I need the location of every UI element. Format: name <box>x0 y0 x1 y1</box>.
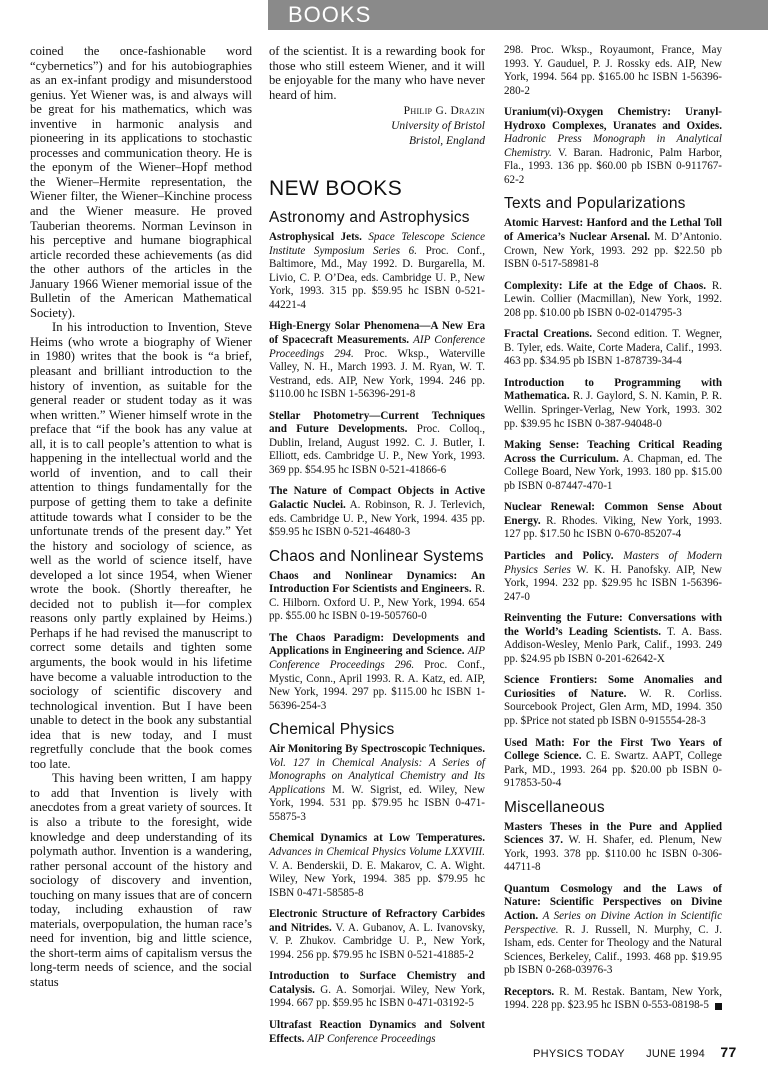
page-footer <box>533 1044 737 1060</box>
book-title: Chemical Dynamics at Low Temperatures. <box>269 832 485 845</box>
book-title: Particles and Policy. <box>504 549 614 562</box>
book-entry <box>504 377 722 431</box>
book-series: Advances in Chemical Physics Volume LXXVIII. <box>269 845 485 858</box>
book-title: Atomic Harvest: Hanford and the Lethal Toll of America’s Nuclear Arsenal. <box>504 217 722 244</box>
book-title: Reinventing the Future: Conversations with the World’s Leading Scientists. <box>504 612 722 638</box>
book-title: Ultrafast Reaction Dynamics and Solvent Effects. <box>269 1018 485 1045</box>
book-entry <box>504 612 722 666</box>
book-title: Used Math: For the First Two Years of College Science. <box>504 736 722 763</box>
book-entry <box>269 743 485 824</box>
book-details: Proc. Conf., Baltimore, Md., May 1992. D. Burgarella, M. Livio, C. P. O’Dea, eds. Cambridge U. P., New York, 1993. 315 pp. $59.95 hc ISBN 0-521-44221-4 <box>269 244 485 311</box>
review-paragraph: In his introduction to Invention, Steve Heims (who wrote a biography of Wiener in 1980) writes that the book is “a brief, pleasant and brilliant introduction to the history of invention, as suitable for the general reader or student today as it was when written.” Wiener himself wrote in the preface that “if the book has any value at all, it is to call people’s attention to what is happening in the intellectual world and the world of invention, and to call their attention to things fundamentally for the purpose of getting them to take a definite attitude towards what I consider to be the unfortunate trends of the present day.” Yet the history and sociology of science, as well as the world of science itself, have developed a lot since 1954, when Wiener wrote the book. (Shortly thereafter, he decided not to publish it—for complex reasons only partly explained by Heims.) Perhaps if he had revised the manuscript to correct some details and tighten some arguments, the book would in his lifetime have become a valuable introduction to the sociology of scientific discovery and technological invention. But I have been unable to detect in the book any substantial idea that is new today, and I must regretfully conclude that the book comes too late. <box>30 320 252 771</box>
end-of-article-mark <box>715 1003 722 1010</box>
book-entry <box>504 550 722 604</box>
book-list <box>269 231 485 539</box>
book-details: W. K. H. Panofsky. AIP, New York, 1994. 232 pp. $29.95 hc ISBN 1-56396-247-0 <box>504 563 723 603</box>
book-entry <box>269 231 485 312</box>
book-title: Quantum Cosmology and the Laws of Nature: Scientific Perspectives on Divine Action. <box>504 882 722 922</box>
book-details: M. W. Sigrist, ed. Wiley, New York, 1994. 531 pp. $79.95 hc ISBN 0-471-55875-3 <box>269 783 485 823</box>
book-details: V. Baran. Hadronic, Palm Harbor, Fla., 1993. 136 pp. $60.00 pb ISBN 0-911767-62-2 <box>504 146 722 186</box>
book-details: Proc. Conf., Mystic, Conn., April 1993. R. A. Katz, ed. AIP, New York, 1994. 297 pp. $115.00 hc ISBN 1-56396-254-3 <box>269 658 485 712</box>
book-series: Hadronic Press Monograph in Analytical Chemistry. <box>504 133 722 159</box>
book-details: R. J. Gaylord, S. N. Kamin, P. R. Wellin. Springer-Verlag, New York, 1993. 302 pp. $39.95 hc ISBN 0-387-94048-0 <box>504 390 723 430</box>
book-title: Stellar Photometry—Current Techniques and Future Developments. <box>269 409 485 436</box>
book-entry <box>504 821 722 875</box>
book-details: G. A. Somorjai. Wiley, New York, 1994. 667 pp. $59.95 hc ISBN 0-471-03192-5 <box>269 983 485 1010</box>
book-entry <box>269 970 485 1011</box>
book-entry <box>504 439 722 493</box>
book-details: R. Rhodes. Viking, New York, 1993. 127 pp. $17.50 hc ISBN 0-670-85207-4 <box>504 514 722 541</box>
magazine-name: PHYSICS TODAY <box>533 1048 625 1060</box>
book-details: V. A. Benderskii, D. E. Makarov, C. A. Wight. Wiley, New York, 1994. 385 pp. $79.95 hc ISBN 0-471-58585-8 <box>269 859 485 899</box>
book-entry <box>504 986 722 1013</box>
category-heading: Texts and Popularizations <box>504 195 686 213</box>
book-series: Masters of Modern Physics Series <box>504 549 723 576</box>
book-series: A Series on Divine Action in Scientific Perspective. <box>504 909 723 936</box>
book-details: W. R. Corliss. Sourcebook Project, Glen Arm, MD, 1994. 350 pp. $Price not stated pb ISBN 0-915554-28-3 <box>504 687 722 727</box>
reviewer-location: Bristol, England <box>408 135 485 148</box>
column-left <box>30 44 252 990</box>
book-details: Proc. Colloq., Dublin, Ireland, August 1992. C. J. Butler, I. Elliott, eds. Cambridge U. P., New York, 1993. 369 pp. $54.95 hc ISBN 0-521-41866-6 <box>269 423 486 476</box>
book-series: Space Telescope Science Institute Symposium Series 6. <box>269 231 486 257</box>
reviewer-name: Philip G. Drazin <box>403 105 485 118</box>
book-title: Making Sense: Teaching Critical Reading Across the Curriculum. <box>504 439 722 465</box>
book-entry <box>269 485 485 539</box>
book-details: A. Robinson, R. J. Terlevich, eds. Cambridge U. P., New York, 1994. 435 pp. $59.95 hc ISBN 0-521-46480-3 <box>269 499 485 539</box>
book-details: C. E. Swartz. AAPT, College Park, MD., 1993. 264 pp. $20.00 pb ISBN 0-917853-50-4 <box>504 750 722 790</box>
book-details: A. Chapman, ed. The College Board, New York, 1993. 180 pp. $15.00 pb ISBN 0-87447-470-1 <box>504 452 722 492</box>
category-heading: Astronomy and Astrophysics <box>269 209 470 227</box>
book-list <box>504 217 722 790</box>
book-title: Chaos and Nonlinear Dynamics: An Introduction For Scientists and Engineers. <box>269 569 485 596</box>
book-series: AIP Conference Proceedings 296. <box>269 645 485 671</box>
book-entry <box>504 106 722 187</box>
review-paragraph: of the scientist. It is a rewarding book for those who still esteem Wiener, and it will be enjoyable for the many who have never heard of him. <box>269 44 485 102</box>
book-details: Proc. Wksp., Waterville Valley, N. H., March 1993. J. M. Ryan, W. T. Vestrand, eds. AIP, New York, 1994. 246 pp. $110.00 hc ISBN 1-56396-291-8 <box>269 347 485 401</box>
book-entry <box>504 737 722 791</box>
book-entry <box>504 280 722 321</box>
book-entry <box>269 320 485 401</box>
issue-date: JUNE 1994 <box>646 1048 706 1060</box>
book-title: Science Frontiers: Some Anomalies and Curiosities of Nature. <box>504 674 722 700</box>
book-details: Second edition. T. Wegner, B. Tyler, eds. Waite, Corte Madera, Calif., 1993. 463 pp. $34.95 pb ISBN 1-878739-34-4 <box>504 328 723 368</box>
book-list <box>504 821 722 1013</box>
category-heading: Chaos and Nonlinear Systems <box>269 547 484 565</box>
book-title: Masters Theses in the Pure and Applied Sciences 37. <box>504 820 722 847</box>
book-list <box>269 570 485 713</box>
book-details: W. H. Shafer, ed. Plenum, New York, 1993. 378 pp. $110.00 hc ISBN 0-306-44711-8 <box>504 834 723 874</box>
book-series: AIP Conference Proceedings 294. <box>269 334 485 360</box>
book-entry <box>269 908 485 962</box>
book-title: The Chaos Paradigm: Developments and Applications in Engineering and Science. <box>269 631 485 658</box>
section-banner: BOOKS <box>268 0 768 30</box>
book-title: Receptors. <box>504 985 555 998</box>
book-entry-continued <box>504 44 722 98</box>
book-entry <box>504 501 722 542</box>
book-details: R. Lewin. Collier (Macmillan), New York, 1992. 208 pp. $10.00 pb ISBN 0-02-014795-3 <box>504 279 722 319</box>
book-title: Introduction to Surface Chemistry and Catalysis. <box>269 970 485 996</box>
book-entry <box>504 217 722 271</box>
book-details: T. A. Bass. Addison-Wesley, Menlo Park, Calif., 1993. 249 pp. $24.95 pb ISBN 0-201-62642-X <box>504 625 722 665</box>
book-title: Introduction to Programming with Mathematica. <box>504 376 722 403</box>
book-title: Air Monitoring By Spectroscopic Techniques. <box>269 743 485 756</box>
column-right <box>504 44 722 1021</box>
book-title: Electronic Structure of Refractory Carbides and Nitrides. <box>269 908 485 934</box>
book-entry <box>269 570 485 624</box>
category-heading: Miscellaneous <box>504 798 605 816</box>
category-heading: Chemical Physics <box>269 721 395 739</box>
book-details: R. J. Russell, N. Murphy, C. J. Isham, eds. Center for Theology and the Natural Sciences, Berkeley, Calif., 1993. 468 pp. $19.95 pb ISBN 0-268-03976-3 <box>504 923 722 977</box>
book-series: Vol. 127 in Chemical Analysis: A Series of Monographs on Analytical Chemistry and Its Applications <box>269 756 485 796</box>
book-details: R. M. Restak. Bantam, New York, 1994. 228 pp. $23.95 hc ISBN 0-553-08198-5 <box>504 985 722 1012</box>
book-details: R. C. Hilborn. Oxford U. P., New York, 1994. 654 pp. $55.00 hc ISBN 0-19-505760-0 <box>269 583 485 623</box>
book-title: Complexity: Life at the Edge of Chaos. <box>504 279 707 292</box>
book-entry <box>504 883 722 978</box>
book-entry <box>504 674 722 728</box>
reviewer-signature <box>269 104 485 149</box>
book-entry <box>269 832 485 900</box>
review-paragraph: coined the once-fashionable word “cybernetics”) and for his autobiographies as an ex-infant prodigy and misunderstood genius. Yet Wiener was, is and always will be great for his mathematics, which was inventive in harmonic analysis and pioneering in its applications to stochastic processes and communication theory. He is the eponym of the Wiener–Hopf method the Wiener–Hermite representation, the Wiener filter, the Wiener–Kinchine process and the Wiener measure. He proved Tauberian theorems. Norman Levinson in his perceptive and humane biographical article recorded these achievements (as did the other authors of the articles in the January 1966 Wiener memorial issue of the Bulletin of the American Mathematical Society). <box>30 44 252 320</box>
book-entry <box>269 632 485 713</box>
book-entry <box>504 328 722 369</box>
book-details: V. A. Gubanov, A. L. Ivanovsky, V. P. Zhukov. Cambridge U. P., New York, 1994. 256 pp. $79.95 hc ISBN 0-521-41885-2 <box>269 921 486 961</box>
book-entry <box>269 1019 485 1046</box>
book-title: Uranium(vi)-Oxygen Chemistry: Uranyl-Hydroxo Complexes, Uranates and Oxides. <box>504 106 722 132</box>
book-details: Proc. Wksp., Royaumont, France, May 1993. Y. Gauduel, P. J. Rossky eds. AIP, New York, 1994. 564 pp. $165.00 hc ISBN 1-56396-280-2 <box>504 44 722 97</box>
reviewer-affiliation: University of Bristol <box>391 120 485 133</box>
book-list <box>269 743 485 1046</box>
book-title: Fractal Creations. <box>504 328 593 341</box>
book-details: M. D’Antonio. Crown, New York, 1993. 292 pp. $22.50 pb ISBN 0-517-58981-8 <box>504 231 722 271</box>
book-title: The Nature of Compact Objects in Active Galactic Nuclei. <box>269 485 485 512</box>
column-middle <box>269 44 485 1054</box>
review-paragraph: This having been written, I am happy to add that Invention is lively with anecdotes from a great variety of sources. It is also a tribute to the foresight, wide knowledge and deep understanding of its polymath author. Invention is a wandering, rather personal account of the history and sociology of discovery and invention, touching on many issues that are of concern today, including exhaustion of raw materials, overpopulation, the human race’s need for invention, big and little science, the short-term aims of capitalism versus the long-term needs of science, and the social status <box>30 771 252 989</box>
book-title: Astrophysical Jets. <box>269 231 362 244</box>
book-series: AIP Conference Proceedings <box>307 1032 436 1045</box>
book-series: 298. <box>504 44 524 56</box>
book-title: Nuclear Renewal: Common Sense About Energy. <box>504 501 722 527</box>
page-number: 77 <box>720 1044 737 1060</box>
new-books-title: NEW BOOKS <box>269 177 403 201</box>
book-entry <box>269 410 485 478</box>
book-title: High-Energy Solar Phenomena—A New Era of Spacecraft Measurements. <box>269 320 485 347</box>
